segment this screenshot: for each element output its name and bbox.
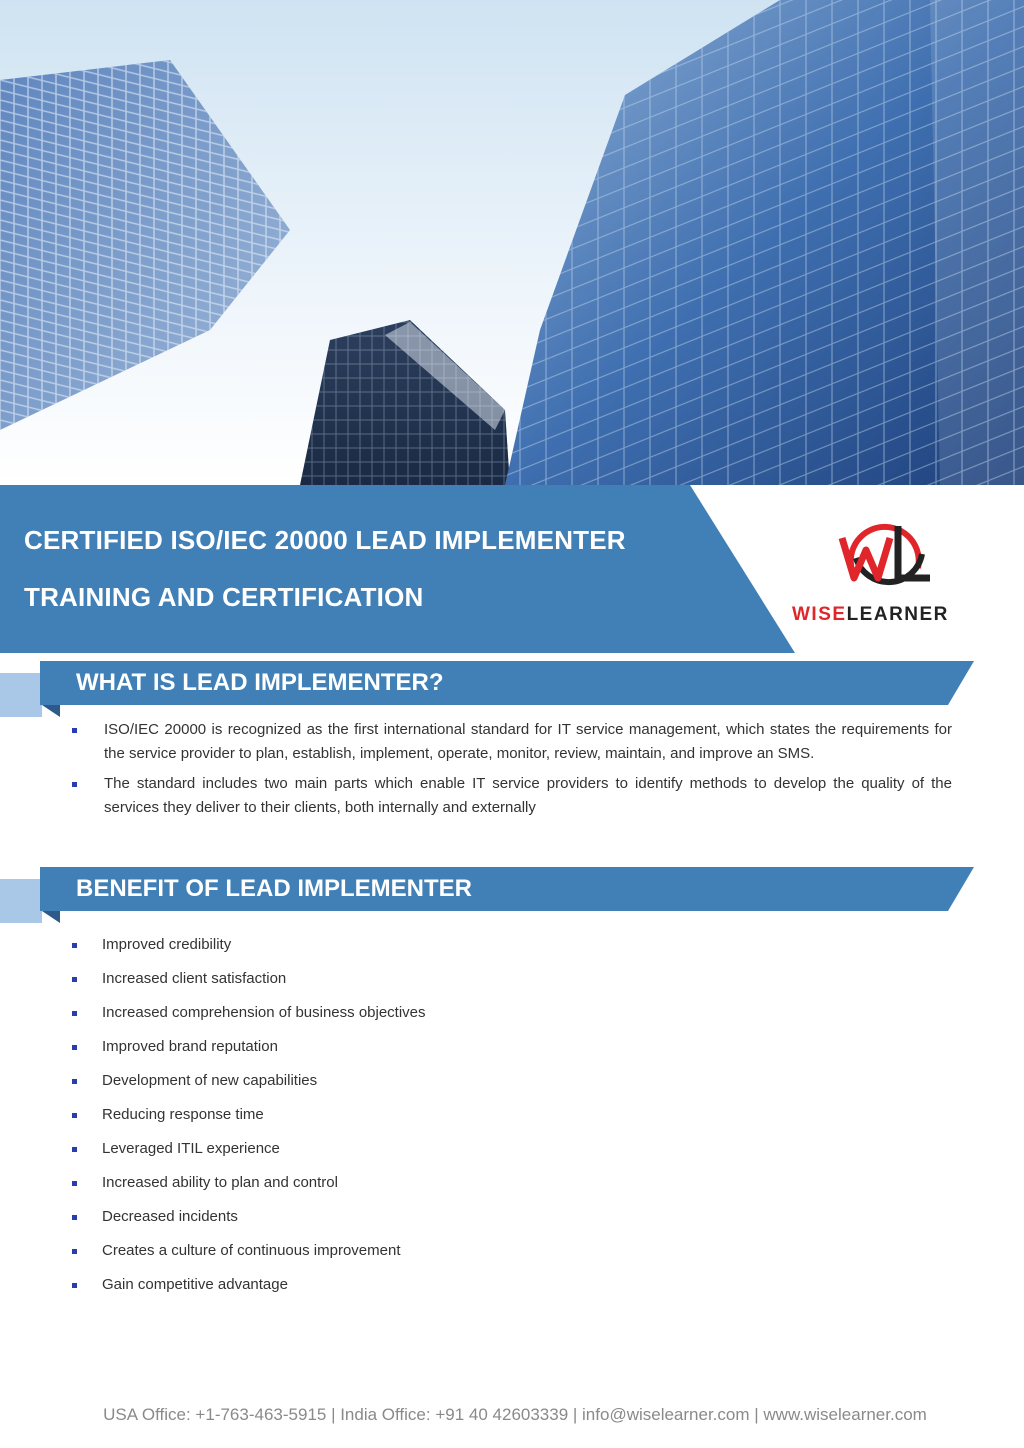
bullet-icon <box>72 1147 77 1152</box>
list-item <box>72 1034 426 1068</box>
list-item <box>72 966 426 1000</box>
list-item-text: Decreased incidents <box>102 1208 238 1225</box>
logo-wordmark <box>792 604 982 626</box>
list-item-text: Improved credibility <box>102 936 232 953</box>
list-item-text: Reducing response time <box>102 1106 264 1123</box>
logo-learner: LEARNER <box>846 604 949 625</box>
list-item <box>72 1204 426 1238</box>
bullet-icon <box>72 1079 77 1084</box>
list-item <box>72 1170 426 1204</box>
list-item-text: Gain competitive advantage <box>102 1276 288 1293</box>
section-title-what-is: WHAT IS LEAD IMPLEMENTER? <box>76 669 444 696</box>
list-item-text: Development of new capabilities <box>102 1072 318 1089</box>
logo-wise: WISE <box>792 604 847 625</box>
bullet-icon <box>72 1011 77 1016</box>
page-title: CERTIFIED ISO/IEC 20000 LEAD IMPLEMENTER <box>24 525 626 555</box>
footer-text: USA Office: +1-763-463-5915 | India Office: +91 40 42603339 | info@wiselearner.com | www.wiselearner.com <box>103 1405 927 1424</box>
list-item-text: Increased comprehension of business objectives <box>102 1004 426 1021</box>
list-item-text: Increased client satisfaction <box>102 970 287 987</box>
list-item <box>72 1238 426 1272</box>
title-banner <box>0 485 795 653</box>
bullet-icon <box>72 1283 77 1288</box>
list-item <box>72 772 952 820</box>
section-title-benefit: BENEFIT OF LEAD IMPLEMENTER <box>76 875 472 902</box>
section-tab-fold <box>42 911 60 923</box>
bullet-icon <box>72 977 77 982</box>
list-item <box>72 1136 426 1170</box>
benefit-list <box>72 932 426 1306</box>
bullet-icon <box>72 1113 77 1118</box>
bullet-icon <box>72 782 77 787</box>
bullet-icon <box>72 728 77 733</box>
section-tab-accent <box>0 879 42 923</box>
list-item-text: Leveraged ITIL experience <box>102 1140 280 1157</box>
footer-contact <box>0 1405 1024 1425</box>
list-item-text: Creates a culture of continuous improvement <box>102 1242 401 1259</box>
bullet-icon <box>72 1249 77 1254</box>
hero-image <box>0 0 1024 485</box>
list-item <box>72 1000 426 1034</box>
what-is-list <box>72 718 952 826</box>
bullet-icon <box>72 943 77 948</box>
list-item <box>72 1068 426 1102</box>
section-tab-fold <box>42 705 60 717</box>
section-tab-accent <box>0 673 42 717</box>
bullet-icon <box>72 1181 77 1186</box>
list-item-text: Increased ability to plan and control <box>102 1174 338 1191</box>
list-item <box>72 718 952 766</box>
list-item-text: ISO/IEC 20000 is recognized as the first international standard for IT service management, which states the requirements for the service provider to plan, establish, implement, operate, monitor, review, maintain, and improve an SMS. <box>104 721 952 762</box>
list-item-text: The standard includes two main parts which enable IT service providers to identify methods to develop the quality of the services they deliver to their clients, both internally and externally <box>104 775 952 816</box>
list-item-text: Improved brand reputation <box>102 1038 278 1055</box>
page-subtitle: TRAINING AND CERTIFICATION <box>24 582 424 612</box>
list-item <box>72 1272 426 1306</box>
bullet-icon <box>72 1215 77 1220</box>
wl-monogram-icon <box>790 508 985 608</box>
list-item <box>72 1102 426 1136</box>
list-item <box>72 932 426 966</box>
bullet-icon <box>72 1045 77 1050</box>
